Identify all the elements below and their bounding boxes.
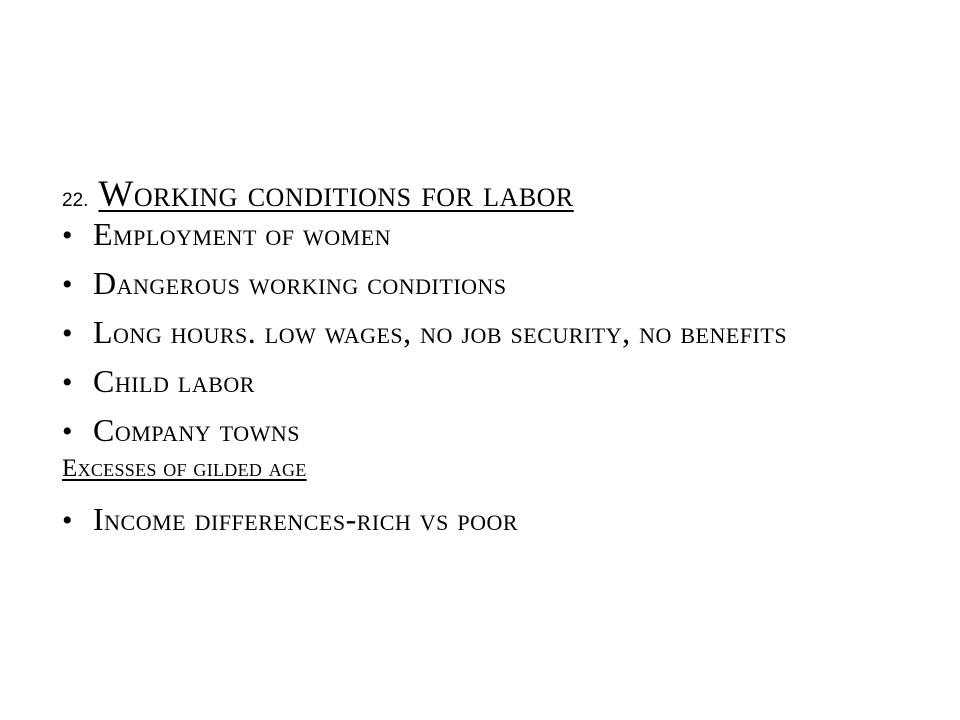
section-heading xyxy=(62,168,942,216)
list-item xyxy=(62,363,942,412)
slide-content xyxy=(62,168,942,550)
bullet-icon: • xyxy=(62,504,73,537)
list-item xyxy=(62,501,942,550)
bullet-text: Dangerous working conditions xyxy=(93,265,507,301)
bullet-list-excesses xyxy=(62,501,942,550)
subheading xyxy=(62,455,942,501)
list-item xyxy=(62,265,942,314)
list-item xyxy=(62,216,942,265)
bullet-icon: • xyxy=(62,268,73,301)
bullet-icon: • xyxy=(62,219,73,252)
bullet-list-conditions xyxy=(62,216,942,461)
subheading-text: Excesses of gilded age xyxy=(62,455,307,482)
bullet-text: Child labor xyxy=(93,363,255,399)
bullet-text: Company towns xyxy=(93,412,300,448)
heading-title: Working conditions for labor xyxy=(98,174,574,215)
bullet-text: Income differences-rich vs poor xyxy=(93,501,519,537)
bullet-icon: • xyxy=(62,366,73,399)
list-item xyxy=(62,412,942,461)
bullet-text: Long hours. low wages, no job security, no benefits xyxy=(93,314,788,350)
heading-number: 22. xyxy=(62,190,89,211)
bullet-icon: • xyxy=(62,317,73,350)
bullet-icon: • xyxy=(62,415,73,448)
bullet-text: Employment of women xyxy=(93,216,392,252)
list-item xyxy=(62,314,942,363)
